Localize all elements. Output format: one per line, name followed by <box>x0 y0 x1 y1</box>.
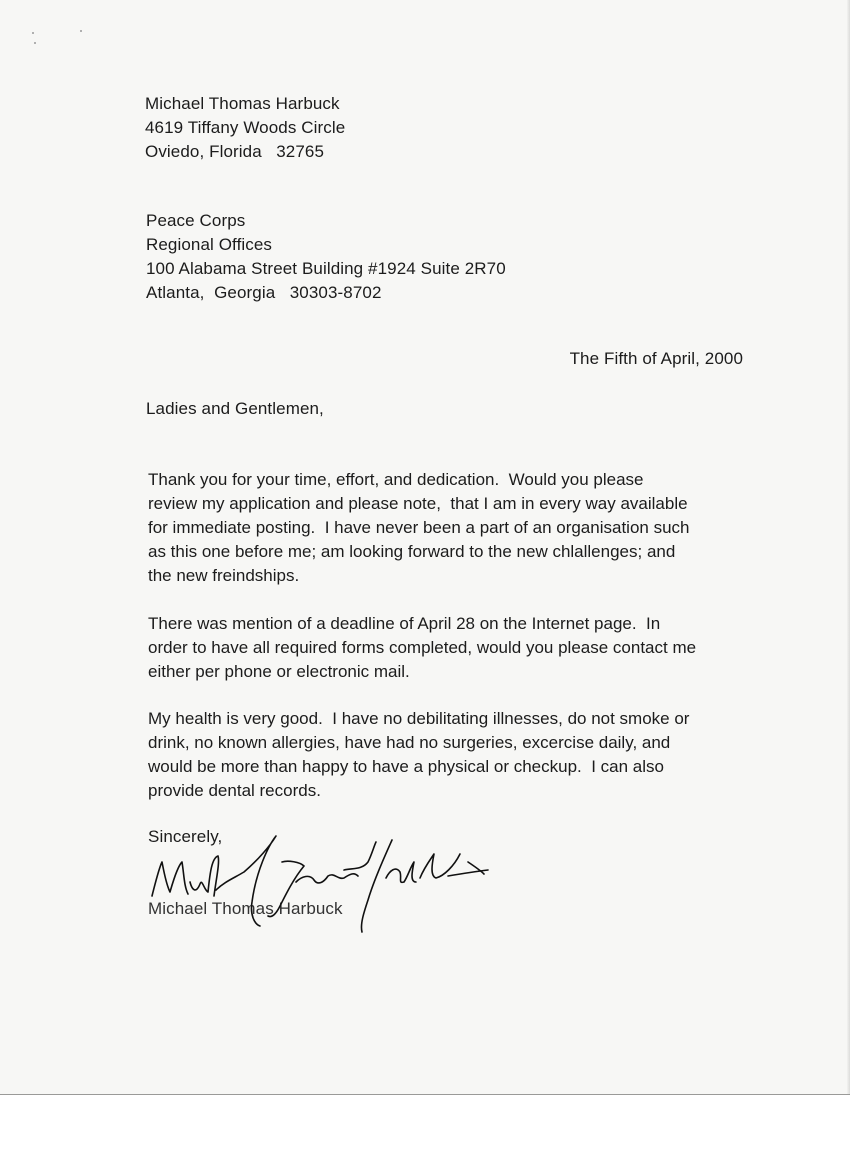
scan-speck <box>34 42 36 44</box>
paragraph-line: order to have all required forms completed, would you please contact me <box>148 638 697 657</box>
sender-city: Oviedo, Florida 32765 <box>145 142 325 161</box>
paragraph-line: the new freindships. <box>148 566 300 585</box>
body-paragraph-2 <box>148 612 696 684</box>
scan-speck <box>32 32 34 34</box>
closing: Sincerely, <box>148 827 223 846</box>
recipient-line-2: Regional Offices <box>146 235 273 254</box>
sender-street: 4619 Tiffany Woods Circle <box>145 118 346 137</box>
paragraph-line: provide dental records. <box>148 781 321 800</box>
body-paragraph-3 <box>148 707 689 803</box>
handwritten-signature <box>148 832 498 936</box>
recipient-line-4: Atlanta, Georgia 30303-8702 <box>146 283 382 302</box>
paragraph-line: My health is very good. I have no debilitating illnesses, do not smoke or <box>148 709 690 728</box>
recipient-line-1: Peace Corps <box>146 211 246 230</box>
paragraph-line: There was mention of a deadline of April 28 on the Internet page. In <box>148 614 661 633</box>
recipient-address <box>146 209 506 305</box>
paragraph-line: either per phone or electronic mail. <box>148 662 410 681</box>
body-paragraph-1 <box>148 468 690 588</box>
paragraph-line: review my application and please note, that I am in every way available <box>148 494 688 513</box>
paragraph-line: Thank you for your time, effort, and dedication. Would you please <box>148 470 644 489</box>
scan-edge <box>0 1094 850 1170</box>
sender-name: Michael Thomas Harbuck <box>145 94 340 113</box>
scan-speck <box>80 30 82 32</box>
typed-name: Michael Thomas Harbuck <box>148 899 343 918</box>
salutation: Ladies and Gentlemen, <box>146 399 324 418</box>
paragraph-line: would be more than happy to have a physical or checkup. I can also <box>148 757 664 776</box>
letter-date: The Fifth of April, 2000 <box>569 349 743 368</box>
paragraph-line: drink, no known allergies, have had no surgeries, excercise daily, and <box>148 733 671 752</box>
paragraph-line: as this one before me; am looking forward to the new chlallenges; and <box>148 542 676 561</box>
sender-address <box>145 92 345 164</box>
paragraph-line: for immediate posting. I have never been a part of an organisation such <box>148 518 690 537</box>
recipient-line-3: 100 Alabama Street Building #1924 Suite 2R70 <box>146 259 506 278</box>
